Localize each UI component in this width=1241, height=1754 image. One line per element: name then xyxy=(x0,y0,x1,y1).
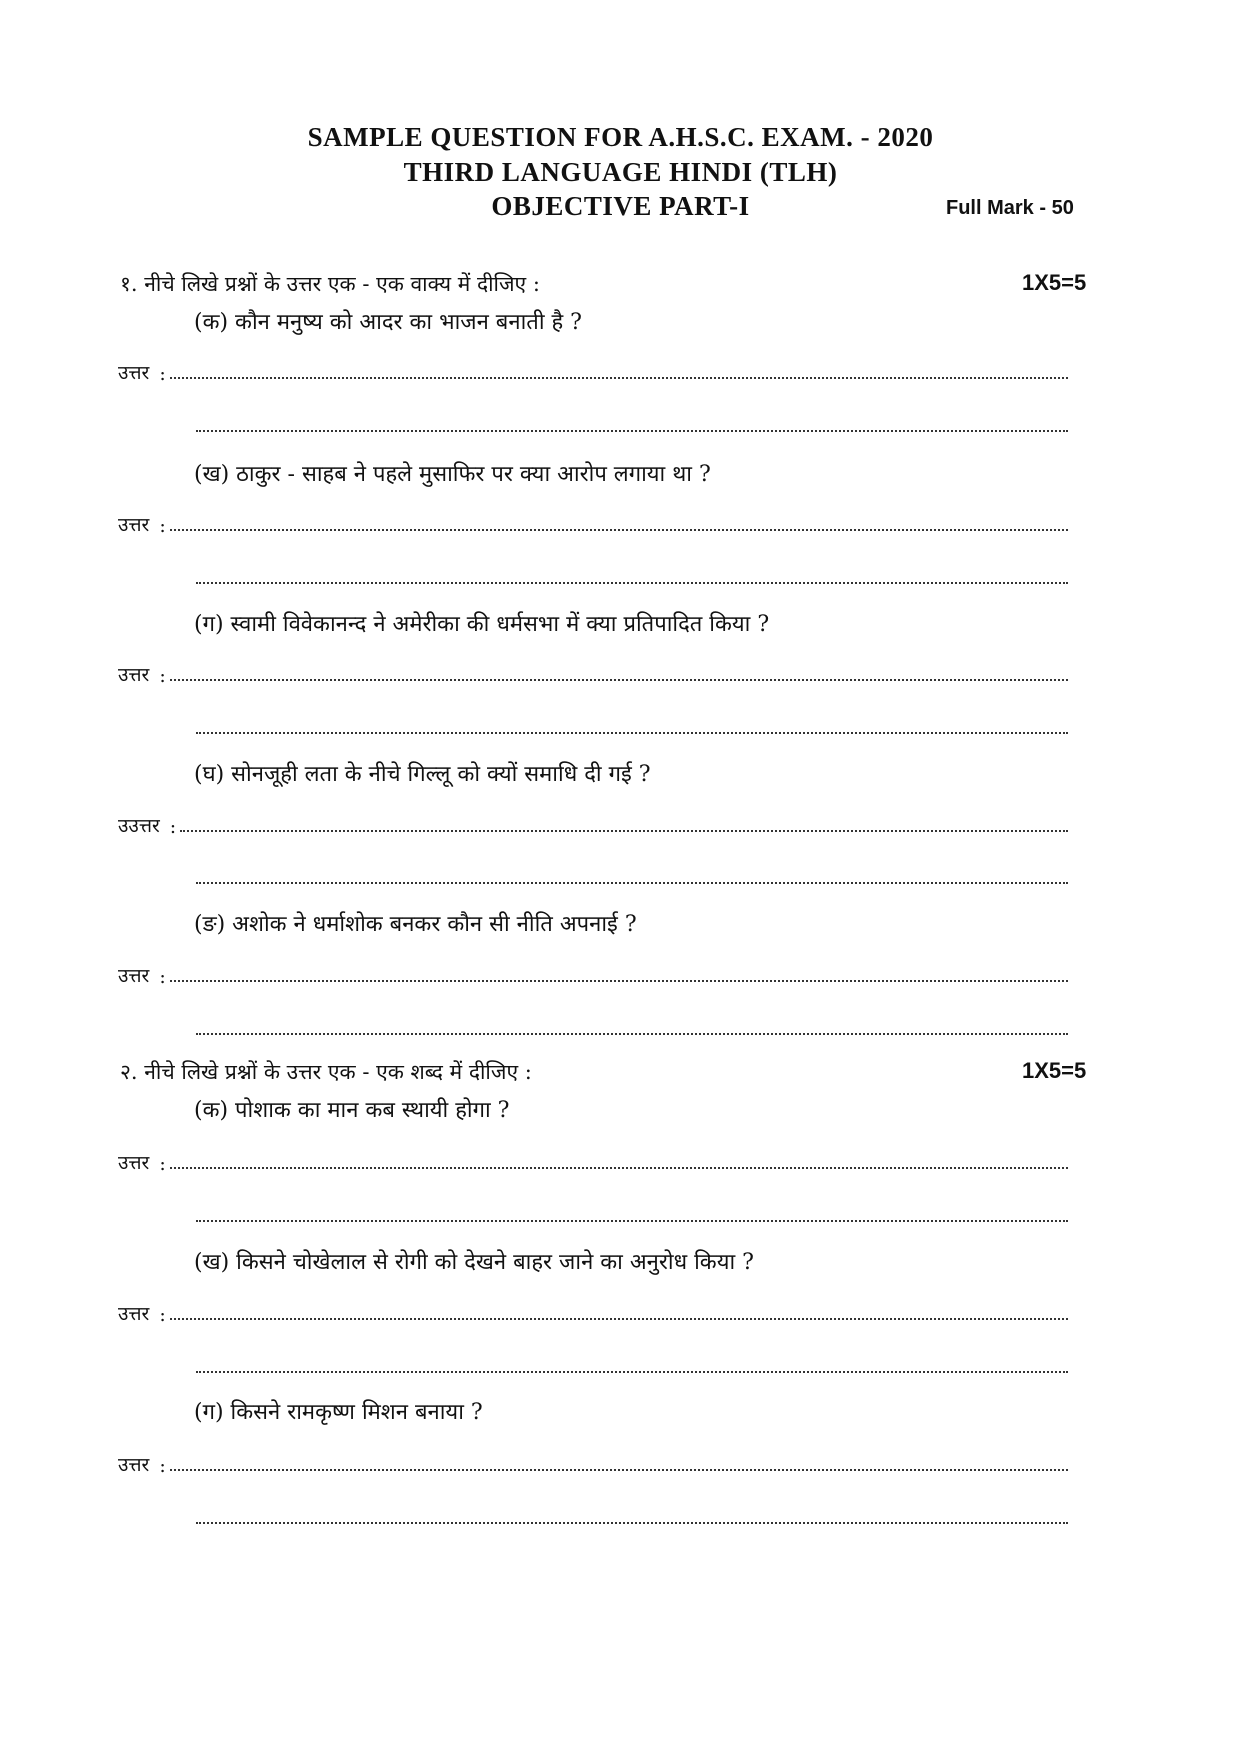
answer-label: उउत्तर xyxy=(118,815,160,837)
question-2c: (ग) किसने रामकृष्ण मिशन बनाया ? xyxy=(194,1400,483,1425)
answer-colon: : xyxy=(159,665,166,687)
answer-2c-continuation[interactable] xyxy=(196,1522,1068,1524)
answer-colon: : xyxy=(159,1304,166,1326)
answer-label: उत्तर xyxy=(118,514,150,536)
answer-2c-line[interactable] xyxy=(118,1447,1068,1477)
question-2b: (ख) किसने चोखेलाल से रोगी को देखने बाहर जाने का अनुरोध किया ? xyxy=(194,1250,754,1275)
question-2-heading: २. नीचे लिखे प्रश्नों के उत्तर एक - एक शब्द में दीजिए : xyxy=(120,1060,532,1084)
question-1d: (घ) सोनजूही लता के नीचे गिल्लू को क्यों समाधि दी गई ? xyxy=(194,762,651,787)
answer-dotted-line xyxy=(170,1167,1068,1169)
answer-label: उत्तर xyxy=(118,362,150,384)
answer-label: उत्तर xyxy=(118,664,150,686)
full-mark: Full Mark - 50 xyxy=(946,197,1074,219)
answer-colon: : xyxy=(169,816,177,838)
question-1e: (ङ) अशोक ने धर्माशोक बनकर कौन सी नीति अपनाई ? xyxy=(194,912,637,937)
part-title: OBJECTIVE PART-I xyxy=(491,191,750,221)
exam-title: SAMPLE QUESTION FOR A.H.S.C. EXAM. - 2020 xyxy=(307,122,934,152)
answer-colon: : xyxy=(159,1153,166,1175)
answer-1d-line[interactable] xyxy=(118,808,1068,838)
answer-2a-line[interactable] xyxy=(118,1145,1068,1175)
answer-colon: : xyxy=(159,1455,166,1477)
question-1-heading: १. नीचे लिखे प्रश्नों के उत्तर एक - एक वाक्य में दीजिए : xyxy=(120,272,540,296)
answer-1b-continuation[interactable] xyxy=(196,582,1068,584)
answer-dotted-line xyxy=(170,980,1068,982)
question-1a: (क) कौन मनुष्य को आदर का भाजन बनाती है ? xyxy=(194,310,582,335)
answer-1e-continuation[interactable] xyxy=(196,1033,1068,1035)
answer-dotted-line xyxy=(170,529,1068,531)
answer-2b-line[interactable] xyxy=(118,1296,1068,1326)
question-1b: (ख) ठाकुर - साहब ने पहले मुसाफिर पर क्या आरोप लगाया था ? xyxy=(194,462,711,487)
answer-1a-line[interactable] xyxy=(118,355,1068,385)
answer-dotted-line xyxy=(180,830,1068,832)
answer-label: उत्तर xyxy=(118,965,150,987)
question-2-marks: 1X5=5 xyxy=(1022,1058,1087,1083)
answer-dotted-line xyxy=(170,377,1068,379)
answer-label: उत्तर xyxy=(118,1152,150,1174)
answer-1a-continuation[interactable] xyxy=(196,430,1068,432)
answer-2b-continuation[interactable] xyxy=(196,1371,1068,1373)
answer-colon: : xyxy=(159,363,166,385)
question-1-marks: 1X5=5 xyxy=(1022,270,1087,295)
subject-title: THIRD LANGUAGE HINDI (TLH) xyxy=(403,157,838,187)
question-2a: (क) पोशाक का मान कब स्थायी होगा ? xyxy=(194,1098,510,1123)
answer-colon: : xyxy=(159,966,166,988)
answer-dotted-line xyxy=(170,1469,1068,1471)
answer-dotted-line xyxy=(170,679,1068,681)
answer-dotted-line xyxy=(170,1318,1068,1320)
answer-1c-line[interactable] xyxy=(118,657,1068,687)
answer-2a-continuation[interactable] xyxy=(196,1220,1068,1222)
answer-label: उत्तर xyxy=(118,1303,150,1325)
answer-colon: : xyxy=(159,515,166,537)
answer-1c-continuation[interactable] xyxy=(196,732,1068,734)
answer-label: उत्तर xyxy=(118,1454,150,1476)
question-1c: (ग) स्वामी विवेकानन्द ने अमेरीका की धर्मसभा में क्या प्रतिपादित किया ? xyxy=(194,612,770,637)
answer-1b-line[interactable] xyxy=(118,507,1068,537)
answer-1e-line[interactable] xyxy=(118,958,1068,988)
answer-1d-continuation[interactable] xyxy=(196,882,1068,884)
